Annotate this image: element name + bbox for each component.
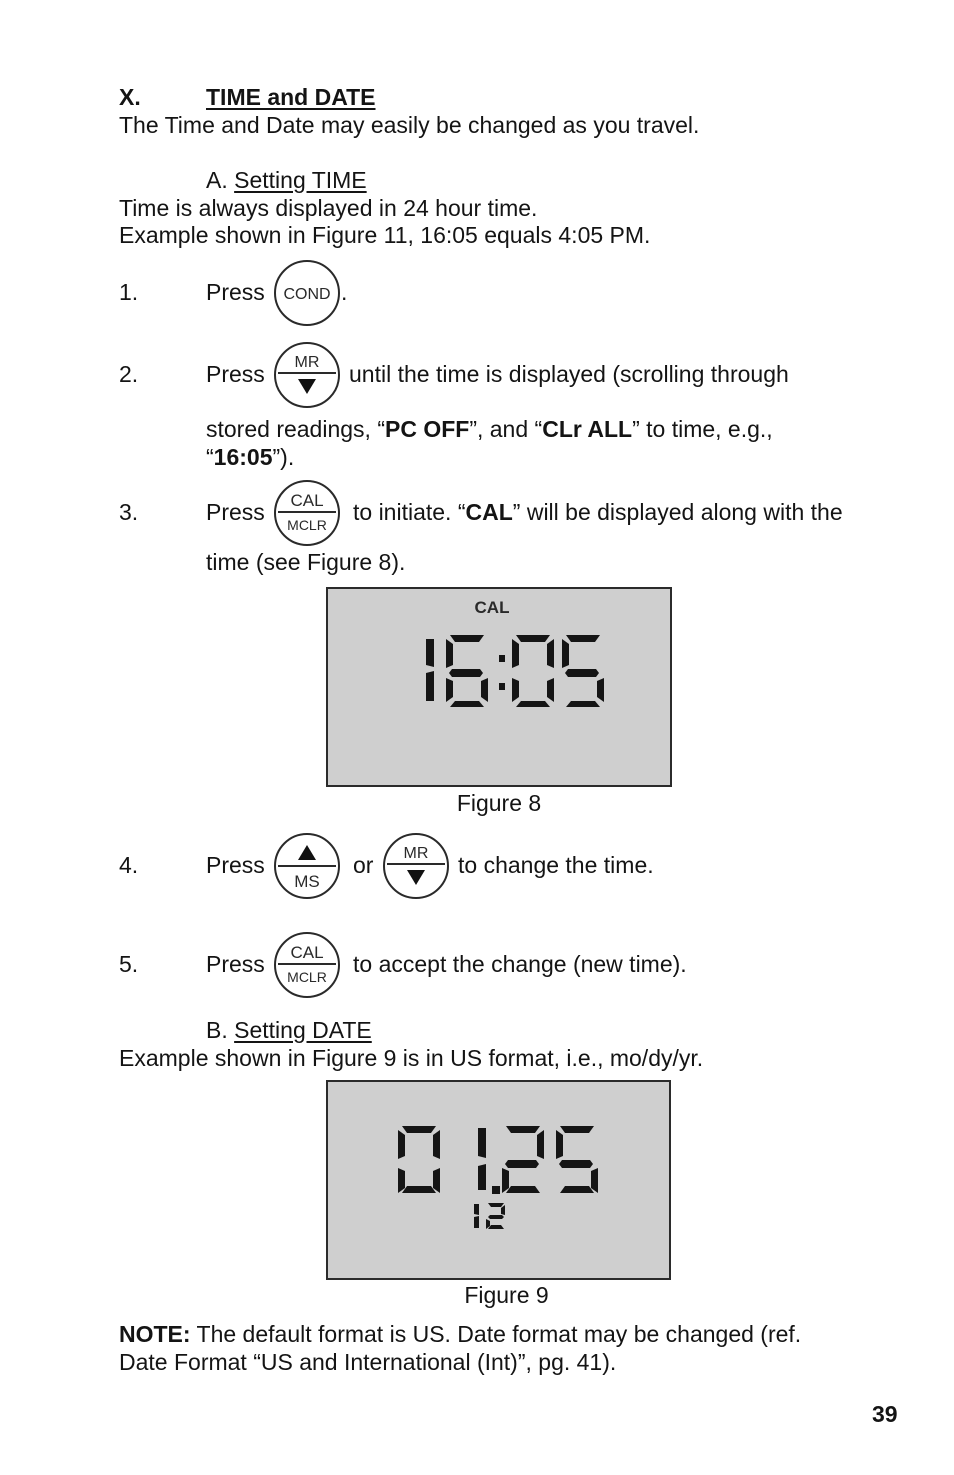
step-1-press: Press xyxy=(206,279,265,305)
step-4-number: 4. xyxy=(119,852,139,878)
step-4-after: to change the time. xyxy=(458,852,654,878)
lcd-time-digits xyxy=(426,635,604,707)
step-1-number: 1. xyxy=(119,279,139,305)
mr-down-button-icon xyxy=(272,340,342,410)
date-line-1: Example shown in Figure 9 is in US format, i.e., mo/dy/yr. xyxy=(119,1045,704,1071)
lcd-cal-indicator: CAL xyxy=(474,598,510,617)
svg-text:MS: MS xyxy=(294,872,320,891)
lcd-sub-digits xyxy=(474,1203,505,1229)
mr-down-button-icon-2 xyxy=(381,831,451,901)
step-2-example: “16:05”). xyxy=(206,444,295,470)
step-5-after: to accept the change (new time). xyxy=(353,951,687,977)
time-line-1: Time is always displayed in 24 hour time. xyxy=(119,195,538,221)
step-3-number: 3. xyxy=(119,499,139,525)
section-intro: The Time and Date may easily be changed as you travel. xyxy=(119,112,700,138)
step-3-continued: time (see Figure 8). xyxy=(206,549,406,575)
figure-9-caption: Figure 9 xyxy=(464,1282,549,1308)
cond-button-icon xyxy=(272,258,342,328)
note-line-1: NOTE: The default format is US. Date format may be changed (ref. xyxy=(119,1321,802,1347)
time-subheading: A. Setting TIME xyxy=(206,167,367,193)
svg-text:MCLR: MCLR xyxy=(287,969,327,985)
step-2-press: Press xyxy=(206,361,265,387)
svg-text:CAL: CAL xyxy=(290,491,324,510)
svg-text:MR: MR xyxy=(403,845,429,862)
cal-mclr-button-icon-2 xyxy=(272,930,342,1000)
step-2-after: until the time is displayed (scrolling through xyxy=(349,361,789,387)
cal-mclr-button-icon xyxy=(272,478,342,548)
svg-text:MR: MR xyxy=(294,354,320,371)
section-title: TIME and DATE xyxy=(206,84,376,110)
page-number: 39 xyxy=(872,1401,898,1427)
svg-text:MCLR: MCLR xyxy=(287,517,327,533)
step-3-press: Press xyxy=(206,499,265,525)
step-3-after: to initiate. “CAL” will be displayed along with the xyxy=(353,499,843,525)
section-number: X. xyxy=(119,84,141,110)
figure-8-caption: Figure 8 xyxy=(456,790,542,816)
step-5-press: Press xyxy=(206,951,265,977)
ms-up-button-icon xyxy=(272,831,342,901)
step-4-press: Press xyxy=(206,852,265,878)
note-line-2: Date Format “US and International (Int)”, pg. 41). xyxy=(119,1349,617,1375)
figure-8-lcd xyxy=(326,587,672,787)
svg-text:CAL: CAL xyxy=(290,943,324,962)
time-line-2: Example shown in Figure 11, 16:05 equals 4:05 PM. xyxy=(119,222,651,248)
step-2-continued: stored readings, “PC OFF”, and “CLr ALL” to time, e.g., xyxy=(206,416,773,442)
figure-9-lcd xyxy=(326,1080,671,1280)
step-5-number: 5. xyxy=(119,951,139,977)
lcd-date-digits xyxy=(398,1126,598,1194)
svg-text:COND: COND xyxy=(283,286,331,303)
date-subheading: B. Setting DATE xyxy=(206,1017,372,1043)
step-2-number: 2. xyxy=(119,361,139,387)
step-1-after: . xyxy=(341,279,348,305)
step-4-or: or xyxy=(353,852,374,878)
